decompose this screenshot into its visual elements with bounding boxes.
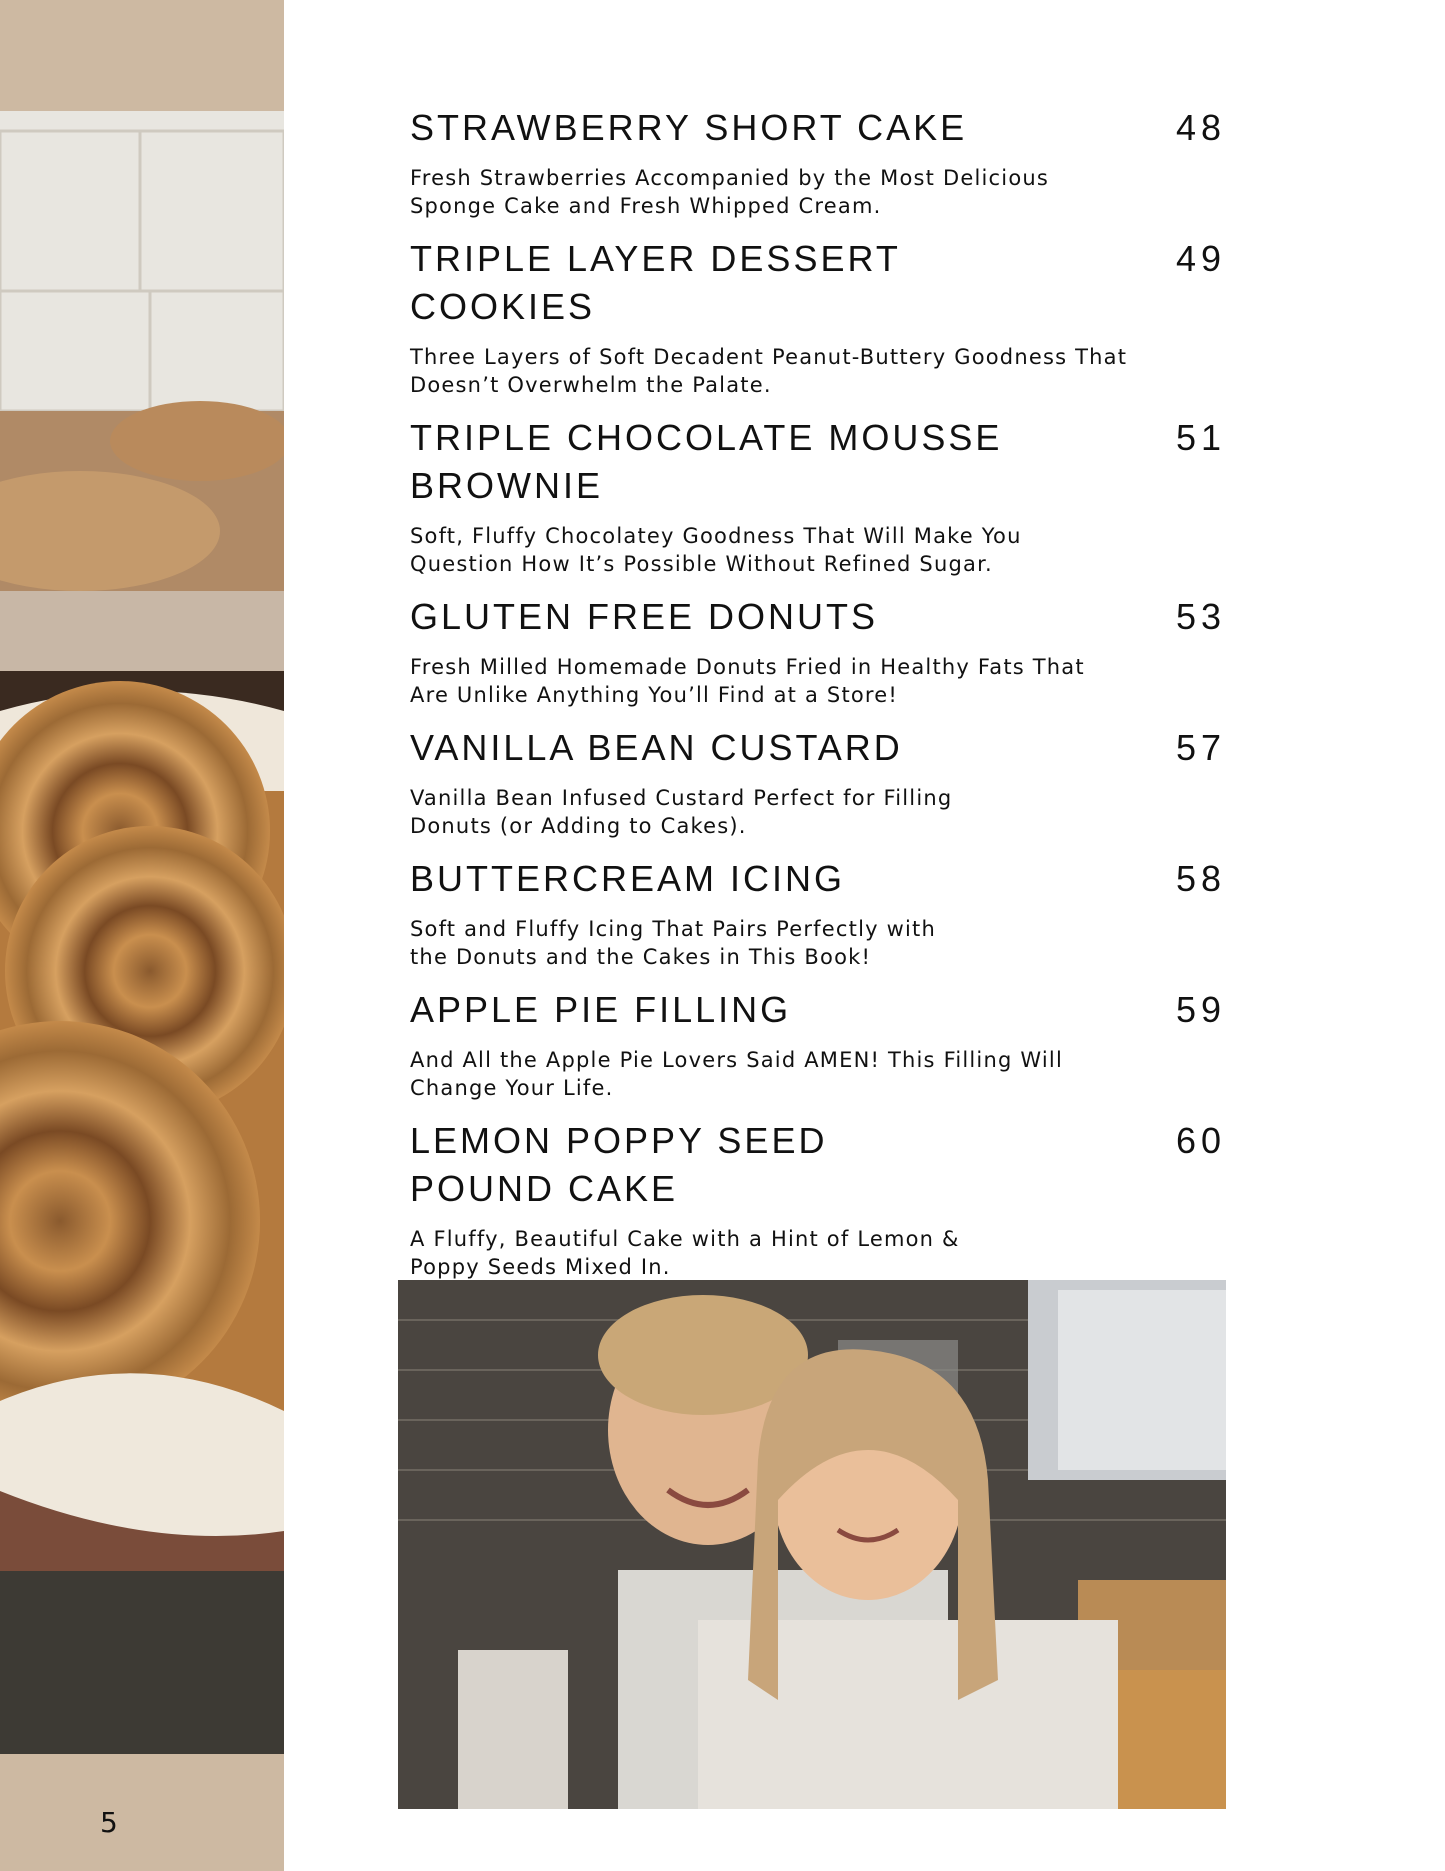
entry-title: LEMON POPPY SEED POUND CAKE <box>410 1120 828 1209</box>
contents-entry[interactable] <box>410 104 1230 220</box>
contents-entry[interactable] <box>410 593 1230 709</box>
entry-description: Soft, Fluffy Chocolatey Goodness That Will Make You Question How It’s Possible Without Refined Sugar. <box>410 524 1022 576</box>
children-photo <box>398 1280 1226 1809</box>
contents-entry[interactable] <box>410 986 1230 1102</box>
entry-title: STRAWBERRY SHORT CAKE <box>410 107 968 148</box>
entry-title: TRIPLE LAYER DESSERT COOKIES <box>410 238 901 327</box>
page-number: 5 <box>100 1806 118 1839</box>
entry-title: TRIPLE CHOCOLATE MOUSSE BROWNIE <box>410 417 1003 506</box>
entry-title: APPLE PIE FILLING <box>410 989 792 1030</box>
entry-description: And All the Apple Pie Lovers Said AMEN! This Filling Will Change Your Life. <box>410 1048 1063 1100</box>
entry-page-number: 60 <box>1175 1120 1226 1161</box>
contents-entry[interactable] <box>410 724 1230 840</box>
entry-page-number: 53 <box>1175 596 1226 637</box>
entry-page-number: 57 <box>1175 727 1226 768</box>
entry-title: GLUTEN FREE DONUTS <box>410 596 879 637</box>
contents-entry[interactable] <box>410 855 1230 971</box>
contents-list <box>410 104 1230 1296</box>
entry-title: VANILLA BEAN CUSTARD <box>410 727 903 768</box>
entry-page-number: 48 <box>1175 107 1226 148</box>
entry-title: BUTTERCREAM ICING <box>410 858 846 899</box>
cinnamon-rolls-photo <box>0 111 284 1754</box>
contents-entry[interactable] <box>410 414 1230 578</box>
entry-description: Fresh Strawberries Accompanied by the Most Delicious Sponge Cake and Fresh Whipped Cream. <box>410 166 1050 218</box>
entry-page-number: 59 <box>1175 989 1226 1030</box>
contents-entry[interactable] <box>410 1117 1230 1281</box>
entry-page-number: 51 <box>1175 417 1226 458</box>
entry-page-number: 49 <box>1175 238 1226 279</box>
entry-description: Fresh Milled Homemade Donuts Fried in Healthy Fats That Are Unlike Anything You’ll Find at a Store! <box>410 655 1085 707</box>
entry-description: Soft and Fluffy Icing That Pairs Perfectly with the Donuts and the Cakes in This Book! <box>410 917 936 969</box>
entry-description: Vanilla Bean Infused Custard Perfect for Filling Donuts (or Adding to Cakes). <box>410 786 953 838</box>
entry-description: A Fluffy, Beautiful Cake with a Hint of Lemon & Poppy Seeds Mixed In. <box>410 1227 960 1279</box>
entry-description: Three Layers of Soft Decadent Peanut-Buttery Goodness That Doesn’t Overwhelm the Palate. <box>410 345 1128 397</box>
contents-entry[interactable] <box>410 235 1230 399</box>
entry-page-number: 58 <box>1175 858 1226 899</box>
